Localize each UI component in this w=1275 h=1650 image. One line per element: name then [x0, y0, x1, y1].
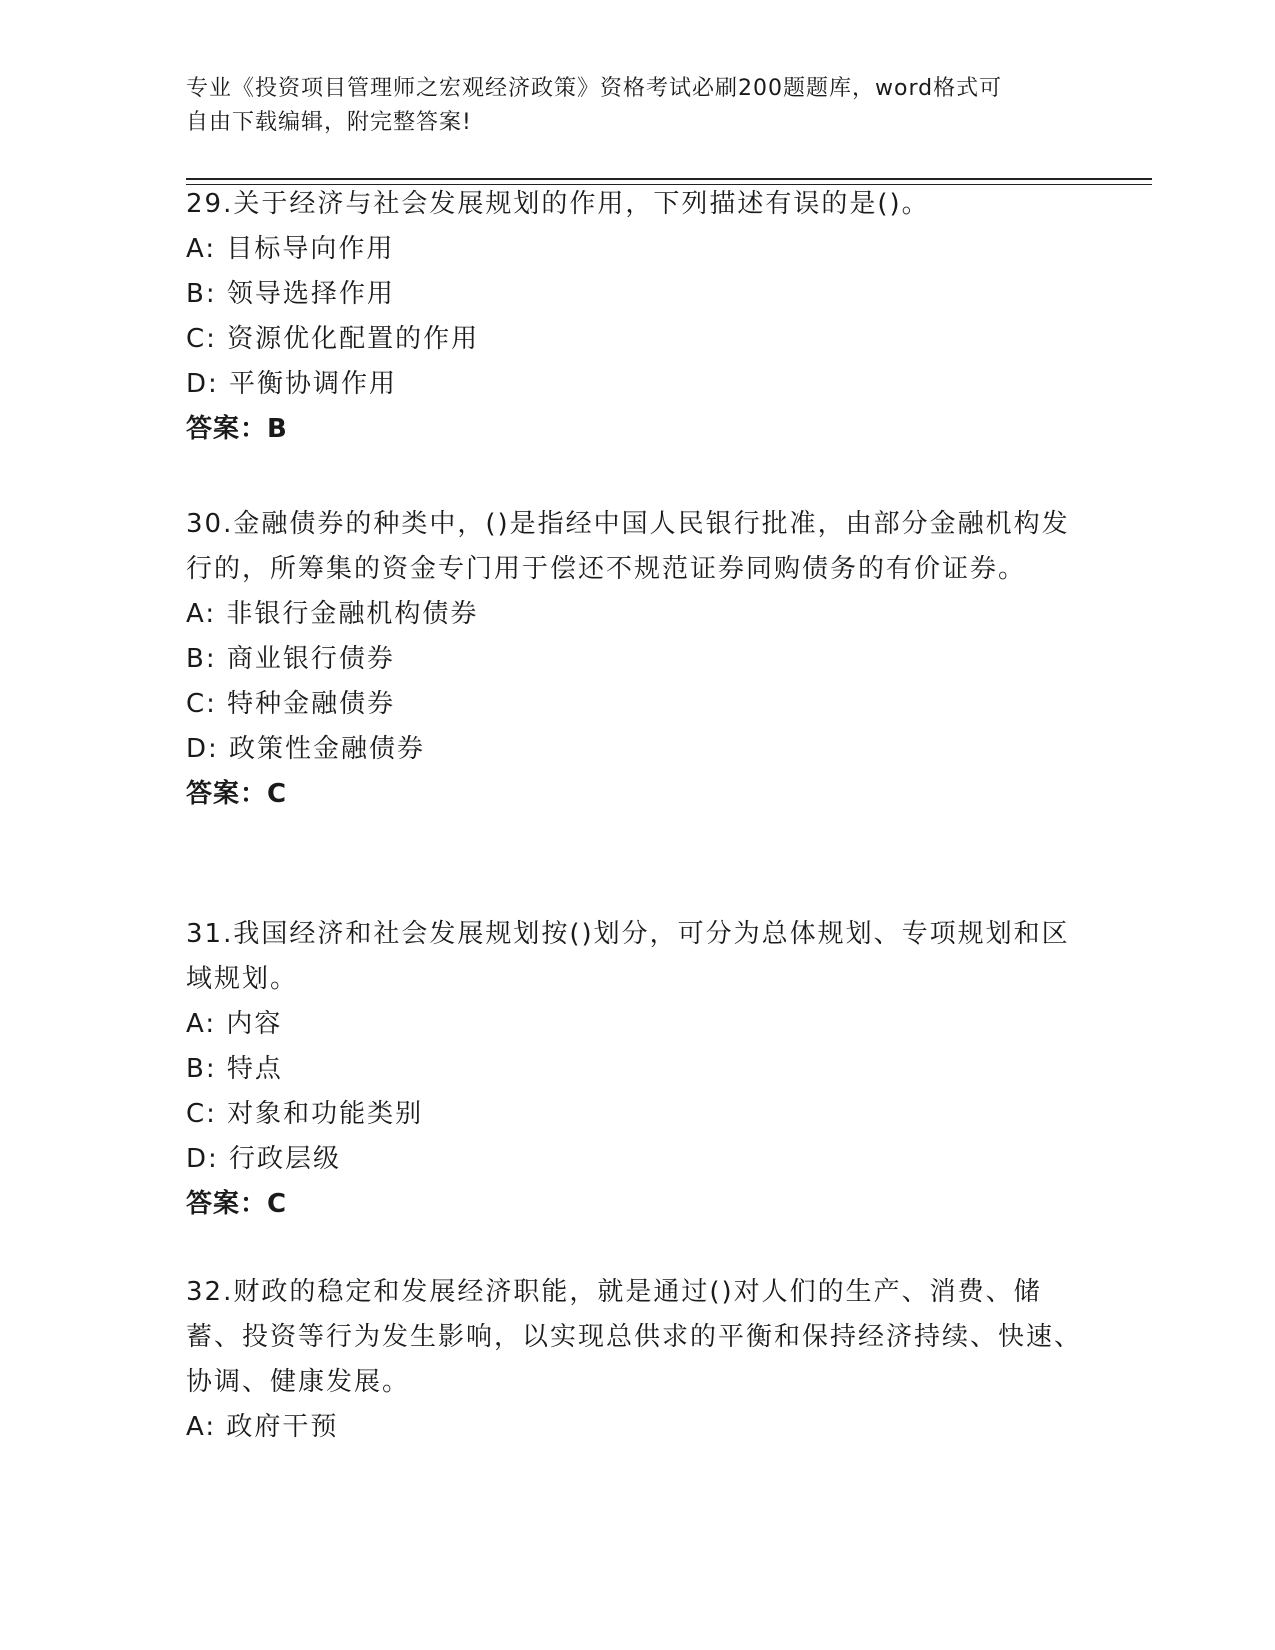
question-stem: 32.财政的稳定和发展经济职能，就是通过()对人们的生产、消费、储蓄、投资等行为发生影响，以实现总供求的平衡和保持经济持续、快速、协调、健康发展。 [186, 1277, 1083, 1397]
question-stem: 30.金融债券的种类中，()是指经中国人民银行批准，由部分金融机构发行的，所筹集的资金专门用于偿还不规范证券同购债务的有价证券。 [186, 509, 1070, 584]
question-stem: 31.我国经济和社会发展规划按()划分，可分为总体规划、专项规划和区域规划。 [186, 919, 1070, 994]
option-a: A: 目标导向作用 [186, 234, 395, 264]
answer-text: 答案：C [186, 1189, 288, 1219]
header-title-line-1: 专业《投资项目管理师之宏观经济政策》资格考试必刷200题题库，word格式可 [186, 76, 1003, 101]
option-b: B: 特点 [186, 1054, 283, 1084]
option-b: B: 商业银行债券 [186, 644, 395, 674]
option-a: A: 内容 [186, 1009, 283, 1039]
option-d: D: 政策性金融债券 [186, 734, 426, 764]
option-d: D: 平衡协调作用 [186, 369, 398, 399]
option-c: C: 对象和功能类别 [186, 1099, 424, 1129]
question-stem: 29.关于经济与社会发展规划的作用，下列描述有误的是()。 [186, 189, 930, 219]
header-divider-thick [186, 178, 1152, 180]
option-a: A: 非银行金融机构债券 [186, 599, 479, 629]
option-b: B: 领导选择作用 [186, 279, 395, 309]
answer-text: 答案：C [186, 779, 288, 809]
option-c: C: 特种金融债券 [186, 689, 396, 719]
question-30 [186, 502, 1086, 817]
option-d: D: 行政层级 [186, 1144, 342, 1174]
header-title-line-2: 自由下载编辑，附完整答案! [186, 110, 472, 135]
question-32 [186, 1270, 1086, 1450]
document-header [186, 72, 1066, 140]
option-c: C: 资源优化配置的作用 [186, 324, 480, 354]
question-31 [186, 912, 1086, 1227]
question-29 [186, 182, 1086, 452]
option-a: A: 政府干预 [186, 1412, 339, 1442]
answer-text: 答案：B [186, 414, 288, 444]
